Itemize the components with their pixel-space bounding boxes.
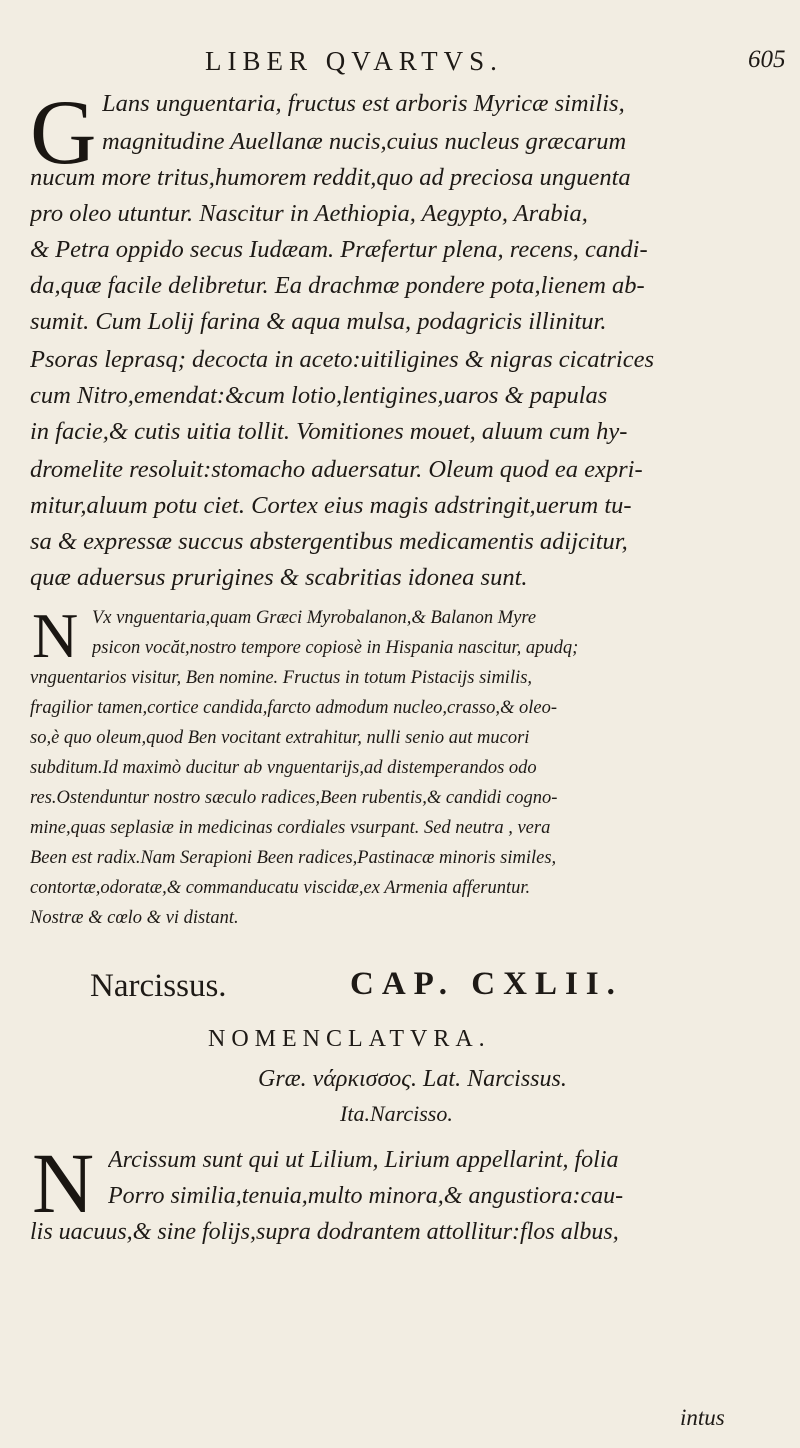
text-line: sa & expressæ succus abstergentibus medicamentis adijcitur, [30,528,628,555]
text-line: quæ aduersus prurigines & scabritias idonea sunt. [30,564,528,591]
text-line: vnguentarios visitur, Ben nomine. Fructus in totum Pistacijs similis, [30,668,533,688]
text-line: cum Nitro,emendat:&cum lotio,lentigines,uaros & papulas [30,382,608,409]
text-line: lis uacuus,& sine folijs,supra dodrantem attollitur:flos albus, [30,1219,619,1245]
chapter-number: CAP. CXLII. [350,966,623,1002]
text-line: sumit. Cum Lolij farina & aqua mulsa, podagricis illinitur. [30,308,607,335]
text-line: mine,quas seplasiæ in medicinas cordiales vsurpant. Sed neutra , vera [30,818,551,838]
text-line: contortæ,odoratæ,& commanducatu viscidæ,ex Armenia afferuntur. [30,878,531,898]
synonyms-line: Græ. νάρκισσος. Lat. Narcissus. [258,1066,567,1092]
drop-cap: G [30,81,97,183]
catchword: intus [680,1405,725,1430]
text-line: Lans unguentaria, fructus est arboris Myricæ similis, [102,90,625,117]
text-line: Been est radix.Nam Serapioni Been radices,Pastinacæ minoris similes, [30,848,557,868]
text-line: so,è quo oleum,quod Ben vocitant extrahitur, nulli senio aut mucori [30,728,530,748]
text-line: dromelite resoluit:stomacho aduersatur. Oleum quod ea expri- [30,456,643,483]
text-line: mitur,aluum potu ciet. Cortex eius magis adstringit,uerum tu- [30,492,632,519]
text-line: pro oleo utuntur. Nascitur in Aethiopia, Aegypto, Arabia, [30,200,588,227]
text-line: Vx vnguentaria,quam Græci Myrobalanon,& Balanon Myre [92,608,537,628]
text-line: nucum more tritus,humorem reddit,quo ad preciosa unguenta [30,164,631,191]
page-number: 605 [748,46,786,73]
text-line: in facie,& cutis uitia tollit. Vomitiones mouet, aluum cum hy- [30,418,628,445]
page-header [0,40,800,80]
text-line: Psoras leprasq; decocta in aceto:uitiligines & nigras cicatrices [30,346,654,373]
text-line: Nostræ & cœlo & vi distant. [30,908,239,928]
synonyms-line-italian: Ita.Narcisso. [340,1101,453,1126]
text-line: magnitudine Auellanæ nucis,cuius nucleus græcarum [102,128,627,155]
drop-cap: N [32,600,79,671]
text-line: & Petra oppido secus Iudæam. Præfertur plena, recens, candi- [30,236,648,263]
nomenclatura-heading: NOMENCLATVRA. [208,1026,491,1052]
chapter-title: Narcissus. [90,968,227,1004]
text-line: psicon vocăt,nostro tempore copiosè in Hispania nascitur, apudq; [92,638,579,658]
text-line: fragilior tamen,cortice candida,farcto admodum nucleo,crasso,& oleo- [30,698,558,718]
text-line: Porro similia,tenuia,multo minora,& angustiora:cau- [108,1183,624,1209]
text-line: Arcissum sunt qui ut Lilium, Lirium appellarint, folia [108,1147,619,1173]
running-title: LIBER QVARTVS. [205,46,503,76]
text-line: subditum.Id maximò ducitur ab vnguentarijs,ad distemperandos odo [30,758,537,778]
text-line: res.Ostenduntur nostro sæculo radices,Been rubentis,& candidi cogno- [30,788,558,808]
text-line: da,quæ facile delibretur. Ea drachmæ pondere pota,lienem ab- [30,272,645,299]
drop-cap: N [32,1135,95,1231]
